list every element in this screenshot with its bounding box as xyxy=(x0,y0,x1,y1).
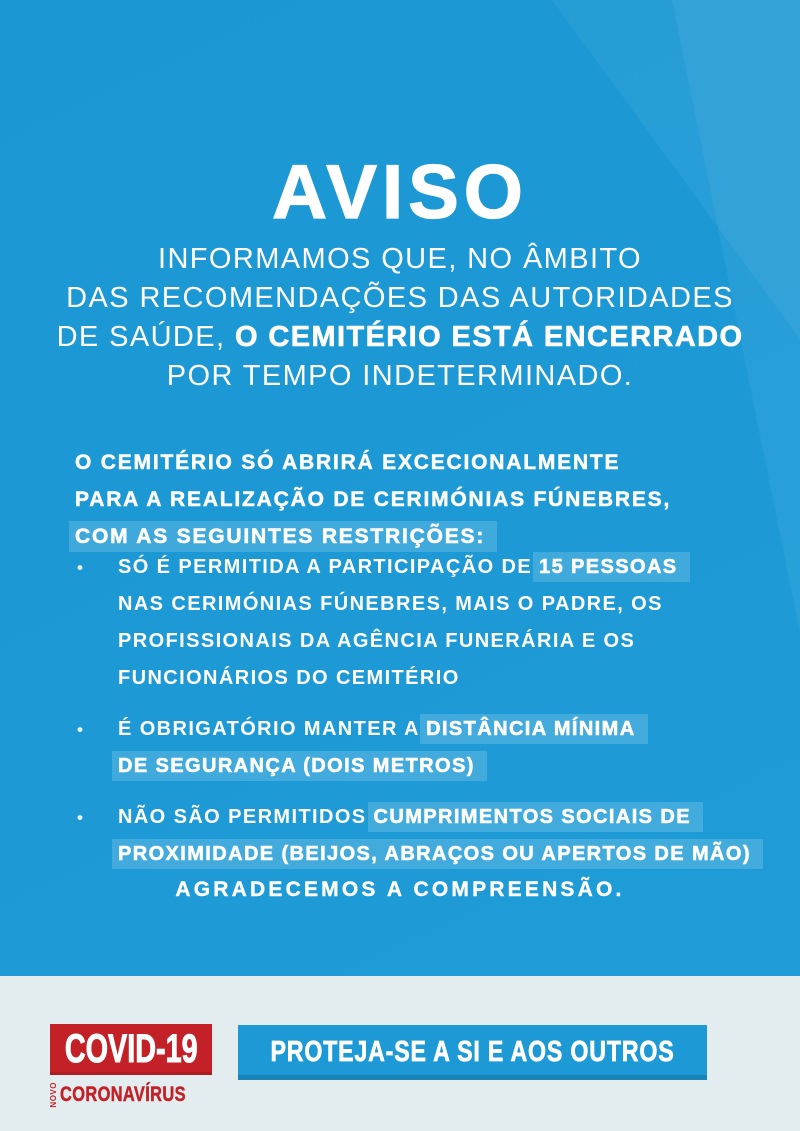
slogan-text: PROTEJA-SE A SI E AOS OUTROS xyxy=(270,1036,675,1068)
list-item: • NÃO SÃO PERMITIDOS CUMPRIMENTOS SOCIAIS DE PROXIMIDADE (BEIJOS, ABRAÇOS OU APERTOS DE MÃO) xyxy=(75,799,763,873)
bullet-icon: • xyxy=(77,720,85,739)
bullet-icon: • xyxy=(77,558,85,577)
slogan-bar xyxy=(238,1025,707,1080)
restrictions-heading xyxy=(75,444,671,555)
coronavirus-label: CORONAVÍRUS xyxy=(60,1082,186,1106)
restrictions-heading-line: COM AS SEGUINTES RESTRIÇÕES: xyxy=(75,518,671,555)
footer-band xyxy=(0,976,800,1131)
announcement-line: POR TEMPO INDETERMINADO. xyxy=(166,360,634,392)
list-item: • SÓ É PERMITIDA A PARTICIPAÇÃO DE 15 PESSOAS NAS CERIMÓNIAS FÚNEBRES, MAIS O PADRE, OS PROFISSIONAIS DA AGÊNCIA FUNERÁRIA E OS FUNCIONÁRIOS DO CEMITÉRIO xyxy=(75,549,763,697)
poster-title: AVISO xyxy=(272,149,528,235)
thanks-line: AGRADECEMOS A COMPREENSÃO. xyxy=(175,878,625,901)
restrictions-heading-line: PARA A REALIZAÇÃO DE CERIMÓNIAS FÚNEBRES, xyxy=(75,488,672,511)
announcement-line: DAS RECOMENDAÇÕES DAS AUTORIDADES xyxy=(66,282,734,314)
restrictions-list xyxy=(75,549,763,887)
novo-vertical-label: NOVO xyxy=(49,1082,58,1108)
announcement-line: INFORMAMOS QUE, NO ÂMBITO xyxy=(158,243,642,275)
announcement-paragraph xyxy=(0,240,800,396)
coronavirus-label-group xyxy=(50,1082,221,1108)
covid19-badge-label: COVID-19 xyxy=(64,1027,198,1071)
covid19-badge xyxy=(50,1024,212,1075)
list-item: • É OBRIGATÓRIO MANTER A DISTÂNCIA MÍNIMA DE SEGURANÇA (DOIS METROS) xyxy=(75,711,763,785)
announcement-line: DE SAÚDE, O CEMITÉRIO ESTÁ ENCERRADO xyxy=(56,321,744,353)
bullet-icon: • xyxy=(77,808,85,827)
restrictions-heading-line: O CEMITÉRIO SÓ ABRIRÁ EXCECIONALMENTE xyxy=(75,451,621,474)
